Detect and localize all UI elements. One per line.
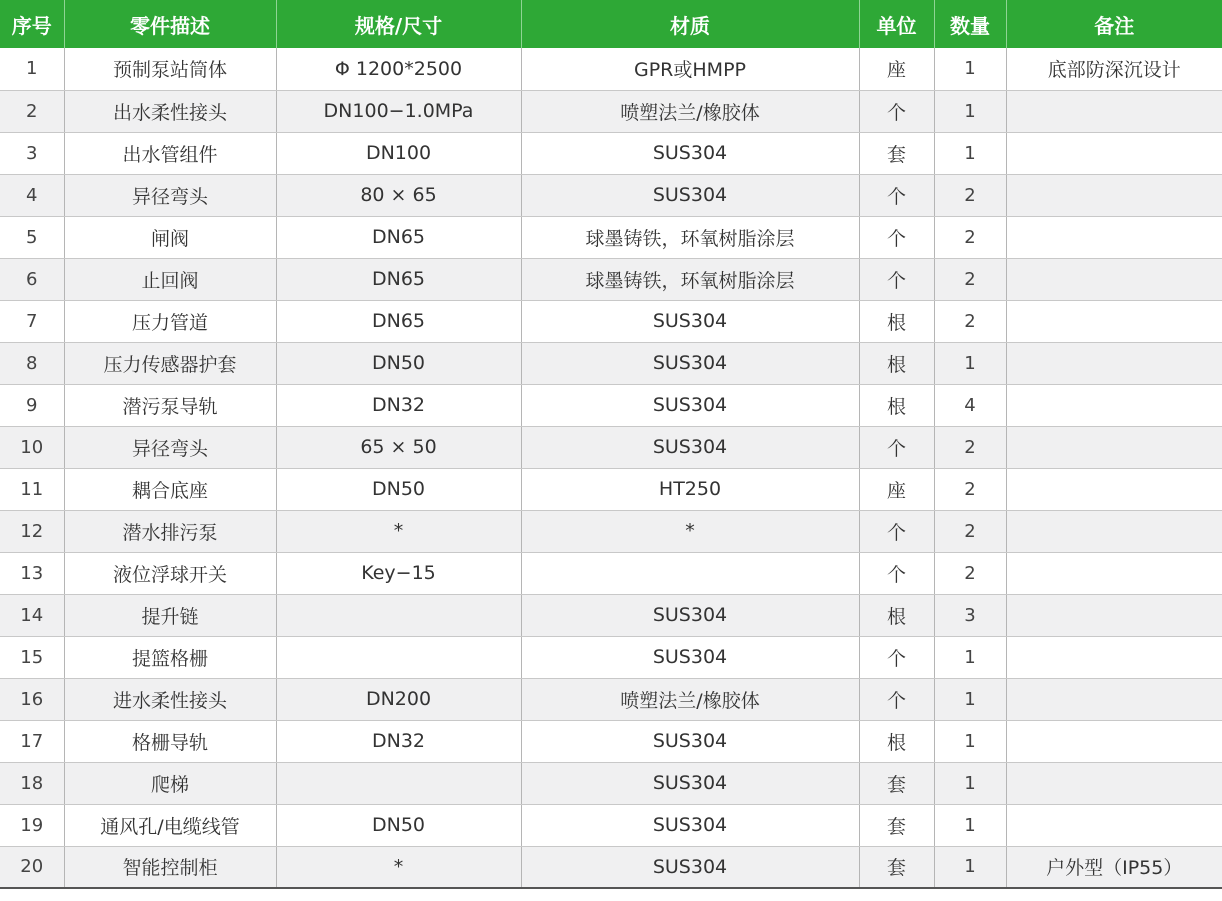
cell-unit: 根 xyxy=(859,720,934,762)
cell-remarks xyxy=(1006,720,1222,762)
header-remarks: 备注 xyxy=(1006,0,1222,48)
cell-index: 15 xyxy=(0,636,64,678)
cell-part-description: 液位浮球开关 xyxy=(64,552,276,594)
cell-part-description: 潜污泵导轨 xyxy=(64,384,276,426)
cell-quantity: 1 xyxy=(934,342,1006,384)
cell-material: HT250 xyxy=(521,468,859,510)
cell-remarks xyxy=(1006,90,1222,132)
cell-index: 19 xyxy=(0,804,64,846)
cell-index: 1 xyxy=(0,48,64,90)
cell-remarks: 户外型（IP55） xyxy=(1006,846,1222,888)
cell-remarks xyxy=(1006,384,1222,426)
cell-part-description: 进水柔性接头 xyxy=(64,678,276,720)
cell-unit: 根 xyxy=(859,594,934,636)
cell-quantity: 1 xyxy=(934,90,1006,132)
cell-material: SUS304 xyxy=(521,636,859,678)
table-row xyxy=(0,804,1222,846)
cell-spec-size xyxy=(276,636,521,678)
table-row xyxy=(0,510,1222,552)
cell-unit: 个 xyxy=(859,258,934,300)
cell-material: 喷塑法兰/橡胶体 xyxy=(521,678,859,720)
cell-part-description: 出水管组件 xyxy=(64,132,276,174)
table-row xyxy=(0,720,1222,762)
cell-material: SUS304 xyxy=(521,762,859,804)
table-row xyxy=(0,48,1222,90)
cell-spec-size: DN65 xyxy=(276,258,521,300)
cell-spec-size: DN50 xyxy=(276,804,521,846)
cell-remarks xyxy=(1006,426,1222,468)
cell-quantity: 1 xyxy=(934,720,1006,762)
cell-unit: 根 xyxy=(859,384,934,426)
table-row xyxy=(0,384,1222,426)
cell-material: SUS304 xyxy=(521,720,859,762)
cell-material: SUS304 xyxy=(521,804,859,846)
cell-material: * xyxy=(521,510,859,552)
cell-spec-size: DN200 xyxy=(276,678,521,720)
cell-index: 6 xyxy=(0,258,64,300)
cell-unit: 座 xyxy=(859,468,934,510)
cell-spec-size: DN65 xyxy=(276,216,521,258)
cell-unit: 套 xyxy=(859,804,934,846)
cell-unit: 套 xyxy=(859,846,934,888)
table-row xyxy=(0,846,1222,888)
cell-unit: 套 xyxy=(859,132,934,174)
header-index: 序号 xyxy=(0,0,64,48)
cell-spec-size: * xyxy=(276,846,521,888)
cell-part-description: 提升链 xyxy=(64,594,276,636)
cell-part-description: 提篮格栅 xyxy=(64,636,276,678)
cell-unit: 个 xyxy=(859,174,934,216)
cell-material: SUS304 xyxy=(521,426,859,468)
cell-quantity: 1 xyxy=(934,636,1006,678)
cell-material: SUS304 xyxy=(521,594,859,636)
cell-material: SUS304 xyxy=(521,174,859,216)
cell-quantity: 1 xyxy=(934,846,1006,888)
cell-material: 喷塑法兰/橡胶体 xyxy=(521,90,859,132)
cell-spec-size: DN50 xyxy=(276,468,521,510)
cell-unit: 套 xyxy=(859,762,934,804)
cell-quantity: 2 xyxy=(934,552,1006,594)
cell-part-description: 闸阀 xyxy=(64,216,276,258)
cell-index: 12 xyxy=(0,510,64,552)
header-row xyxy=(0,0,1222,48)
table-row xyxy=(0,300,1222,342)
cell-unit: 个 xyxy=(859,90,934,132)
cell-spec-size: DN65 xyxy=(276,300,521,342)
cell-remarks xyxy=(1006,762,1222,804)
table-row xyxy=(0,342,1222,384)
cell-index: 3 xyxy=(0,132,64,174)
cell-spec-size: 65 × 50 xyxy=(276,426,521,468)
cell-material: 球墨铸铁，环氧树脂涂层 xyxy=(521,216,859,258)
cell-part-description: 爬梯 xyxy=(64,762,276,804)
cell-spec-size: 80 × 65 xyxy=(276,174,521,216)
cell-material: SUS304 xyxy=(521,132,859,174)
cell-material: SUS304 xyxy=(521,342,859,384)
cell-index: 10 xyxy=(0,426,64,468)
cell-material: SUS304 xyxy=(521,384,859,426)
header-part-description: 零件描述 xyxy=(64,0,276,48)
cell-part-description: 格栅导轨 xyxy=(64,720,276,762)
cell-quantity: 2 xyxy=(934,426,1006,468)
table-header xyxy=(0,0,1222,48)
cell-remarks xyxy=(1006,468,1222,510)
cell-index: 5 xyxy=(0,216,64,258)
table-row xyxy=(0,174,1222,216)
cell-part-description: 压力管道 xyxy=(64,300,276,342)
cell-remarks xyxy=(1006,342,1222,384)
cell-quantity: 1 xyxy=(934,762,1006,804)
cell-part-description: 异径弯头 xyxy=(64,174,276,216)
cell-spec-size: DN32 xyxy=(276,384,521,426)
cell-part-description: 压力传感器护套 xyxy=(64,342,276,384)
cell-quantity: 2 xyxy=(934,468,1006,510)
cell-index: 8 xyxy=(0,342,64,384)
cell-quantity: 1 xyxy=(934,804,1006,846)
cell-index: 11 xyxy=(0,468,64,510)
cell-index: 13 xyxy=(0,552,64,594)
table-row xyxy=(0,468,1222,510)
cell-index: 4 xyxy=(0,174,64,216)
cell-remarks: 底部防深沉设计 xyxy=(1006,48,1222,90)
cell-part-description: 耦合底座 xyxy=(64,468,276,510)
table-row xyxy=(0,762,1222,804)
cell-spec-size: Φ 1200*2500 xyxy=(276,48,521,90)
cell-spec-size xyxy=(276,762,521,804)
cell-remarks xyxy=(1006,510,1222,552)
cell-index: 18 xyxy=(0,762,64,804)
cell-material: SUS304 xyxy=(521,846,859,888)
cell-quantity: 3 xyxy=(934,594,1006,636)
cell-material xyxy=(521,552,859,594)
cell-index: 9 xyxy=(0,384,64,426)
cell-remarks xyxy=(1006,300,1222,342)
cell-index: 17 xyxy=(0,720,64,762)
table-row xyxy=(0,90,1222,132)
cell-part-description: 预制泵站筒体 xyxy=(64,48,276,90)
cell-unit: 个 xyxy=(859,216,934,258)
cell-spec-size: DN50 xyxy=(276,342,521,384)
cell-spec-size: DN100−1.0MPa xyxy=(276,90,521,132)
table-row xyxy=(0,258,1222,300)
header-material: 材质 xyxy=(521,0,859,48)
cell-unit: 座 xyxy=(859,48,934,90)
cell-spec-size: DN100 xyxy=(276,132,521,174)
header-quantity: 数量 xyxy=(934,0,1006,48)
cell-remarks xyxy=(1006,174,1222,216)
cell-unit: 个 xyxy=(859,552,934,594)
header-unit: 单位 xyxy=(859,0,934,48)
cell-quantity: 4 xyxy=(934,384,1006,426)
cell-quantity: 1 xyxy=(934,48,1006,90)
cell-unit: 个 xyxy=(859,678,934,720)
cell-remarks xyxy=(1006,552,1222,594)
cell-quantity: 2 xyxy=(934,174,1006,216)
cell-index: 14 xyxy=(0,594,64,636)
cell-material: SUS304 xyxy=(521,300,859,342)
cell-quantity: 1 xyxy=(934,132,1006,174)
cell-spec-size: Key−15 xyxy=(276,552,521,594)
cell-index: 7 xyxy=(0,300,64,342)
header-spec-size: 规格/尺寸 xyxy=(276,0,521,48)
cell-spec-size: DN32 xyxy=(276,720,521,762)
cell-part-description: 止回阀 xyxy=(64,258,276,300)
cell-unit: 个 xyxy=(859,426,934,468)
cell-unit: 个 xyxy=(859,510,934,552)
cell-remarks xyxy=(1006,132,1222,174)
cell-material: GPR或HMPP xyxy=(521,48,859,90)
cell-remarks xyxy=(1006,594,1222,636)
cell-remarks xyxy=(1006,258,1222,300)
cell-remarks xyxy=(1006,804,1222,846)
cell-index: 2 xyxy=(0,90,64,132)
cell-unit: 个 xyxy=(859,636,934,678)
table-row xyxy=(0,132,1222,174)
cell-part-description: 智能控制柜 xyxy=(64,846,276,888)
cell-quantity: 2 xyxy=(934,258,1006,300)
cell-part-description: 通风孔/电缆线管 xyxy=(64,804,276,846)
table-body xyxy=(0,48,1222,888)
cell-index: 16 xyxy=(0,678,64,720)
cell-quantity: 2 xyxy=(934,300,1006,342)
table-row xyxy=(0,594,1222,636)
cell-spec-size: * xyxy=(276,510,521,552)
table-row xyxy=(0,636,1222,678)
table-row xyxy=(0,678,1222,720)
table-row xyxy=(0,216,1222,258)
cell-material: 球墨铸铁，环氧树脂涂层 xyxy=(521,258,859,300)
table-row xyxy=(0,426,1222,468)
cell-unit: 根 xyxy=(859,300,934,342)
cell-remarks xyxy=(1006,678,1222,720)
cell-part-description: 出水柔性接头 xyxy=(64,90,276,132)
cell-index: 20 xyxy=(0,846,64,888)
cell-part-description: 潜水排污泵 xyxy=(64,510,276,552)
cell-quantity: 2 xyxy=(934,216,1006,258)
cell-remarks xyxy=(1006,216,1222,258)
cell-quantity: 1 xyxy=(934,678,1006,720)
cell-unit: 根 xyxy=(859,342,934,384)
cell-part-description: 异径弯头 xyxy=(64,426,276,468)
cell-remarks xyxy=(1006,636,1222,678)
cell-quantity: 2 xyxy=(934,510,1006,552)
cell-spec-size xyxy=(276,594,521,636)
table-row xyxy=(0,552,1222,594)
